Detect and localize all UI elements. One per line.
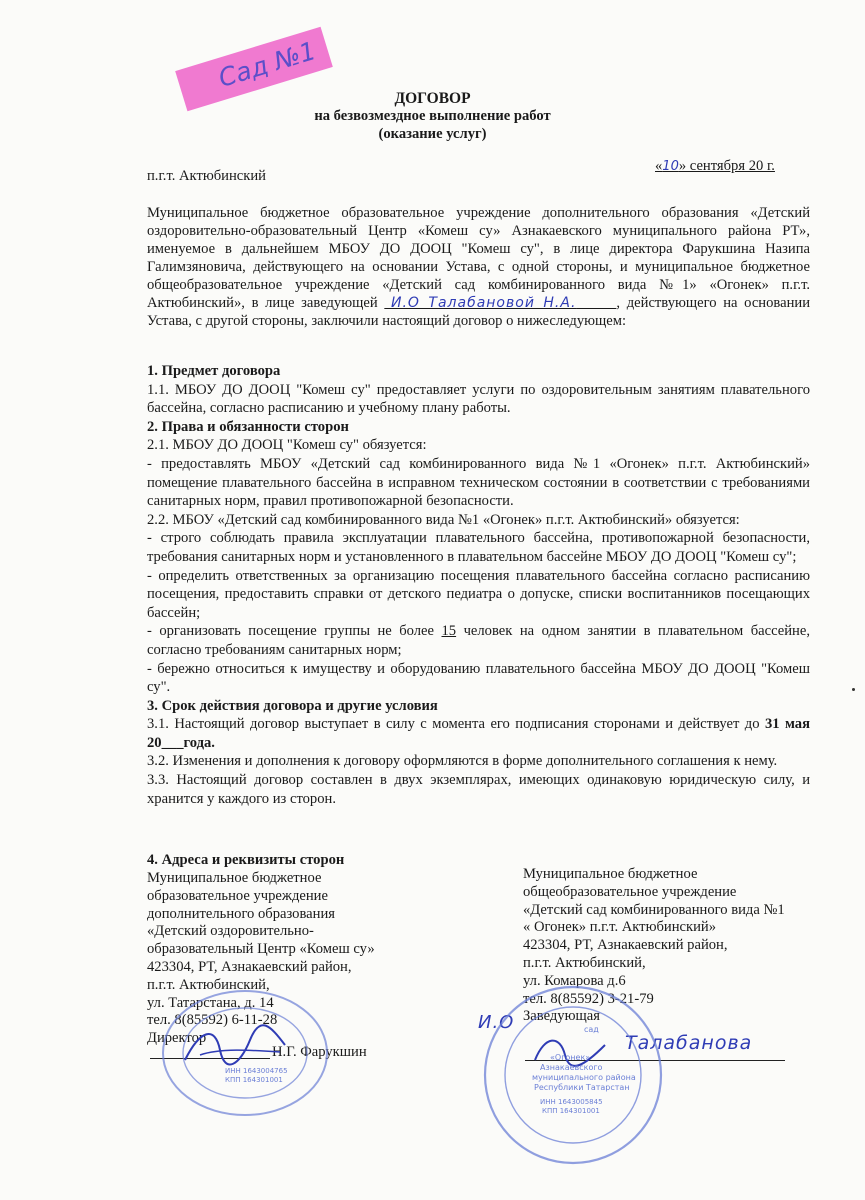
left-party-line: 423304, РТ, Азнакаевский район, — [147, 958, 352, 975]
section-3-1-end-date: 31 мая 20___года. — [147, 716, 810, 751]
sticky-note-text: Сад №1 — [215, 35, 320, 93]
item-3-text-a: - организовать посещение группы не более — [147, 623, 442, 640]
left-organization-seal — [155, 985, 335, 1120]
section-3-1 — [147, 715, 810, 752]
section-2-title: 2. Права и обязанности сторон — [147, 418, 349, 435]
section-2-2-item-3 — [147, 622, 810, 659]
right-party-line: Заведующая — [523, 1008, 600, 1025]
right-party-line: тел. 8(85592) 3-21-79 — [523, 990, 654, 1007]
left-seal-kpp: КПП 164301001 — [225, 1076, 283, 1084]
intro-text-part2: , действующего на основании Устава, с другой стороны, заключили настоящий договор о нижеследующем: — [147, 295, 811, 329]
section-2-1: 2.1. МБОУ ДО ДООЦ "Комеш су" обязуется: — [147, 437, 427, 454]
right-seal-text-2: «Огонек» — [550, 1053, 591, 1062]
section-3-title: 3. Срок действия договора и другие условия — [147, 697, 438, 714]
left-party-line: образовательное учреждение — [147, 887, 328, 904]
left-party-line: образовательный Центр «Комеш су» — [147, 941, 375, 958]
head-signature-handwritten: Талабанова — [625, 1032, 753, 1054]
right-party-line: общеобразовательное учреждение — [523, 883, 737, 900]
right-organization-seal — [478, 980, 668, 1170]
section-4-title: 4. Адреса и реквизиты сторон — [147, 852, 345, 868]
page-speck — [852, 688, 855, 691]
section-1-1: 1.1. МБОУ ДО ДООЦ "Комеш су" предоставляет услуги по оздоровительным занятиям плавательного бассейна, согласно расписанию и учебному плану работы. — [147, 381, 810, 417]
date-day-handwritten: 10 — [662, 159, 679, 174]
document-subtitle-2: (оказание услуг) — [378, 126, 487, 142]
right-party-line: ул. Комарова д.6 — [523, 972, 626, 989]
document-title: ДОГОВОР — [394, 90, 471, 107]
left-party-line: тел. 8(85592) 6-11-28 — [147, 1012, 278, 1029]
right-seal-text-4: муниципального района — [532, 1073, 636, 1082]
intro-paragraph — [147, 204, 810, 330]
section-2-1-item: - предоставлять МБОУ «Детский сад комбинированного вида №1 «Огонек» п.г.т. Актюбинский» помещение плавательного бассейна в исправном техническом состоянии в соответствии с требованиями санитарных норм, правил противопожарной безопасности. — [147, 455, 810, 510]
contract-sections — [147, 362, 810, 808]
left-party-line: «Детский оздоровительно- — [147, 923, 314, 940]
left-seal-inn: ИНН 1643004765 — [225, 1067, 288, 1075]
section-2-2-item-1: - строго соблюдать правила эксплуатации плавательного бассейна, противопожарной безопасности, требования санитарных норм и установленного в плавательном бассейне МБОУ ДО ДООЦ "Комеш су"; — [147, 530, 810, 565]
right-seal-inn: ИНН 1643005845 — [540, 1098, 603, 1106]
left-party-line: Муниципальное бюджетное — [147, 870, 322, 886]
item-3-text-b: человек на одном занятии в плавательном бассейне, согласно требованиям санитарных норм; — [147, 623, 810, 658]
group-size-number: 15 — [441, 623, 457, 640]
left-party-line: Директор — [147, 1030, 207, 1047]
section-2-2: 2.2. МБОУ «Детский сад комбинированного вида №1 «Огонек» п.г.т. Актюбинский» обязуется: — [147, 511, 740, 528]
left-party-line: ул. Татарстана, д. 14 — [147, 994, 274, 1011]
right-party-line: п.г.т. Актюбинский, — [523, 954, 646, 971]
handwritten-name-field — [384, 295, 616, 311]
section-2-2-item-4: - бережно относиться к имуществу и оборудованию плавательного бассейна МБОУ ДО ДООЦ "Комеш су". — [147, 660, 810, 696]
right-seal-text-1: сад — [584, 1025, 599, 1034]
right-party-line: Муниципальное бюджетное — [523, 866, 698, 882]
section-3-3: 3.3. Настоящий договор составлен в двух экземплярах, имеющих одинаковую юридическую силу, и хранится у каждого из сторон. — [147, 772, 810, 807]
right-seal-text-3: Азнакаевского — [540, 1063, 603, 1072]
right-party-line: « Огонек» п.г.т. Актюбинский» — [523, 919, 716, 936]
place-of-signing: п.г.т. Актюбинский — [147, 168, 266, 184]
contract-date — [655, 158, 775, 175]
right-seal-text-5: Республики Татарстан — [534, 1083, 630, 1092]
right-seal-kpp: КПП 164301001 — [542, 1107, 600, 1115]
intro-text-part1: Муниципальное бюджетное образовательное учреждение дополнительного образования «Детский оздоровительно-образовательный Центр «Комеш су» Азнакаевского муниципального района РТ», именуемое в дальнейшем МБОУ ДО ДООЦ "Комеш су", в лице директора Фарукшина Назипа Галимзяновича, действующего на основании Устава, с одной стороны, и муниципальное бюджетное общеобразовательное учреждение «Детский сад комбинированного вида №1» «Огонек» п.г.т. Актюбинский», в лице заведующей — [147, 205, 810, 311]
left-party-line: п.г.т. Актюбинский, — [147, 976, 270, 993]
right-party-line: 423304, РТ, Азнакаевский район, — [523, 937, 728, 954]
left-party-line: дополнительного образования — [147, 905, 335, 922]
section-3-2: 3.2. Изменения и дополнения к договору оформляются в форме дополнительного соглашения к нему. — [147, 753, 778, 770]
section-1-title: 1. Предмет договора — [147, 363, 281, 379]
director-name: Н.Г. Фарукшин — [272, 1044, 367, 1060]
date-quote-open: « — [655, 158, 663, 174]
section-3-1-text: 3.1. Настоящий договор выступает в силу с момента его подписания сторонами и действует до — [147, 716, 765, 733]
date-rest: » сентября 20 г. — [678, 158, 775, 174]
section-2-2-item-2: - определить ответственных за организацию посещения плавательного бассейна согласно расписанию посещения, предоставить справки от детского педиатра о допуске, списки воспитанников посещающих бассейн; — [147, 567, 810, 621]
document-subtitle-1: на безвозмездное выполнение работ — [314, 108, 551, 124]
handwritten-name: И.О Талабановой Н.А. — [391, 295, 577, 311]
right-io-handwritten: И.О — [478, 1012, 515, 1033]
right-party-line: «Детский сад комбинированного вида №1 — [523, 901, 785, 918]
